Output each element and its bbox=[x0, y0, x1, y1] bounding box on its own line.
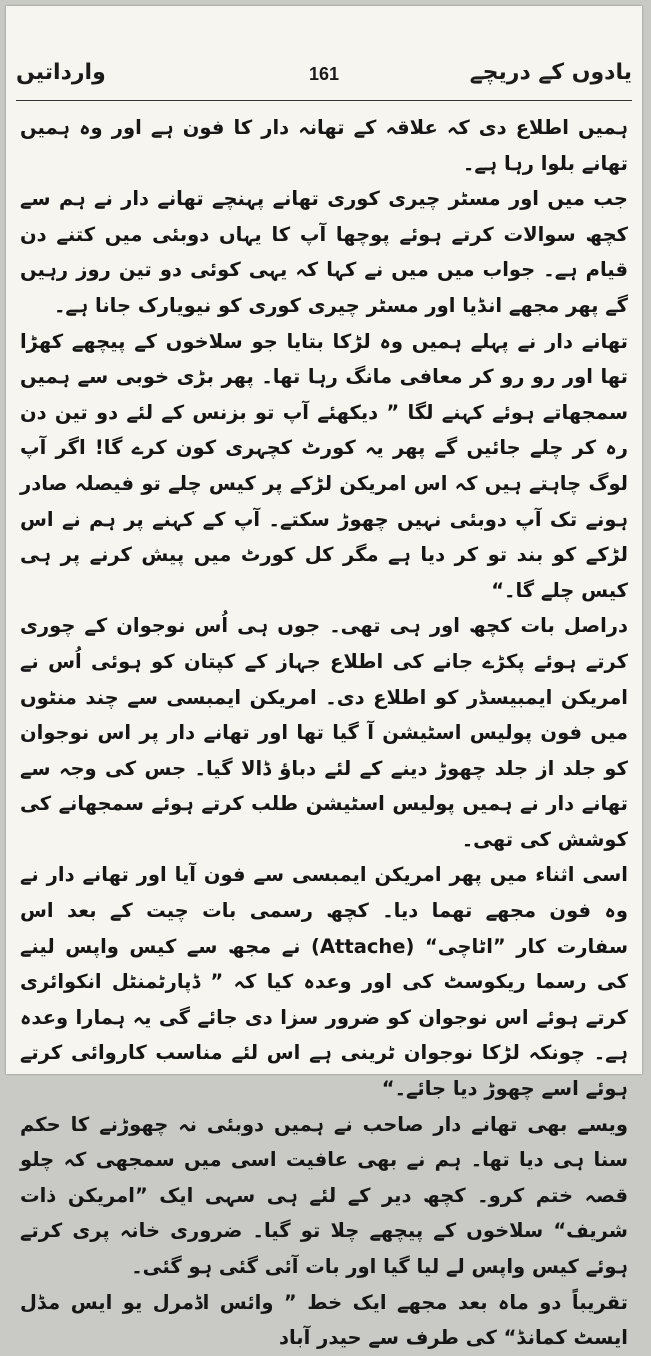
book-title: یادوں کے دریچے bbox=[469, 60, 632, 85]
paragraph-3: تھانے دار نے پہلے ہمیں وہ لڑکا بتایا جو سلاخوں کے پیچھے کھڑا تھا اور رو رو کر معافی مانگ رہا تھا۔ پھر بڑی خوبی سے ہمیں سمجھاتے ہوئے کہنے لگا ” دیکھئے آپ تو بزنس کے لئے دو تین دن رہ کر چلے جائیں گے پھر یہ کورٹ کچہری کون کرے گا! اگر آپ لوگ چاہتے ہیں کہ اس امریکن لڑکے پر کیس چلے تو فیصلہ صادر ہونے تک آپ دوبئی نہیں چھوڑ سکتے۔ آپ کے کہنے پر ہم نے اس لڑکے کو بند تو کر دیا ہے مگر کل کورٹ میں پیش کرنے پر ہی کیس چلے گا۔“ bbox=[20, 329, 628, 602]
page-body bbox=[20, 110, 628, 1350]
paragraph-7: تقریباً دو ماہ بعد مجھے ایک خط ” وائس اڈمرل یو ایس مڈل ایسٹ کمانڈ“ کی طرف سے حیدر آباد bbox=[20, 1290, 628, 1350]
page-number: 161 bbox=[308, 64, 340, 84]
paragraph-4: دراصل بات کچھ اور ہی تھی۔ جوں ہی اُس نوجوان کے چوری کرتے ہوئے پکڑے جانے کی اطلاع جہاز کے کپتان کو ہوئی اُس نے امریکن ایمبیسڈر کو اطلاع دی۔ امریکن ایمبسی سے چند منٹوں میں فون پولیس اسٹیشن آ گیا تھا اور تھانے دار پر اس نوجوان کو جلد از جلد چھوڑ دینے کے لئے دباؤ ڈالا گیا۔ جس کی وجہ سے تھانے دار نے ہمیں پولیس اسٹیشن طلب کرتے ہوئے سمجھانے کی کوشش کی تھی۔ bbox=[20, 614, 628, 851]
paragraph-2: جب میں اور مسٹر چیری کوری تھانے پہنچے تھانے دار نے ہم سے کچھ سوالات کرتے ہوئے پوچھا آپ کا یہاں دوبئی میں کتنے دن قیام ہے۔ جواب میں میں نے کہا کہ یہی کوئی دو تین روز رہیں گے پھر مجھے انڈیا اور مسٹر چیری کوری کو نیویارک جانا ہے۔ bbox=[20, 187, 628, 317]
paragraph-5: اسی اثناء میں پھر امریکن ایمبسی سے فون آیا اور تھانے دار نے وہ فون مجھے تھما دیا۔ کچھ رسمی بات چیت کے بعد اس سفارت کار ”اٹاچی“ (Attache) نے مجھ سے کیس واپس لینے کی رسما ریکوسٹ کی اور وعدہ کیا کہ ” ڈپارٹمنٹل انکوائری کرتے ہوئے اس نوجوان کو ضرور سزا دی جائے گی یہ ہمارا وعدہ ہے۔ چونکہ لڑکا نوجوان ٹرینی ہے اس لئے مناسب کاروائی کرتے ہوئے اسے چھوڑ دیا جائے۔“ bbox=[20, 863, 628, 1101]
header-divider bbox=[16, 100, 632, 101]
chapter-title: وارداتیں bbox=[16, 60, 106, 85]
book-page bbox=[6, 6, 642, 1350]
paragraph-1: ہمیں اطلاع دی کہ علاقہ کے تھانہ دار کا فون ہے اور وہ ہمیں تھانے بلوا رہا ہے۔ bbox=[20, 116, 628, 175]
paragraph-6: ویسے بھی تھانے دار صاحب نے ہمیں دوبئی نہ چھوڑنے کا حکم سنا ہی دیا تھا۔ ہم نے بھی عافیت اسی میں سمجھی کہ چلو قصہ ختم کرو۔ کچھ دیر کے لئے ہی سہی ایک ”امریکن ذات شریف“ سلاخوں کے پیچھے چلا تو گیا۔ ضروری خانہ پری کرتے ہوئے کیس واپس لے لیا گیا اور بات آئی گئی ہو گئی۔ bbox=[20, 1112, 628, 1278]
page-header bbox=[16, 6, 632, 102]
